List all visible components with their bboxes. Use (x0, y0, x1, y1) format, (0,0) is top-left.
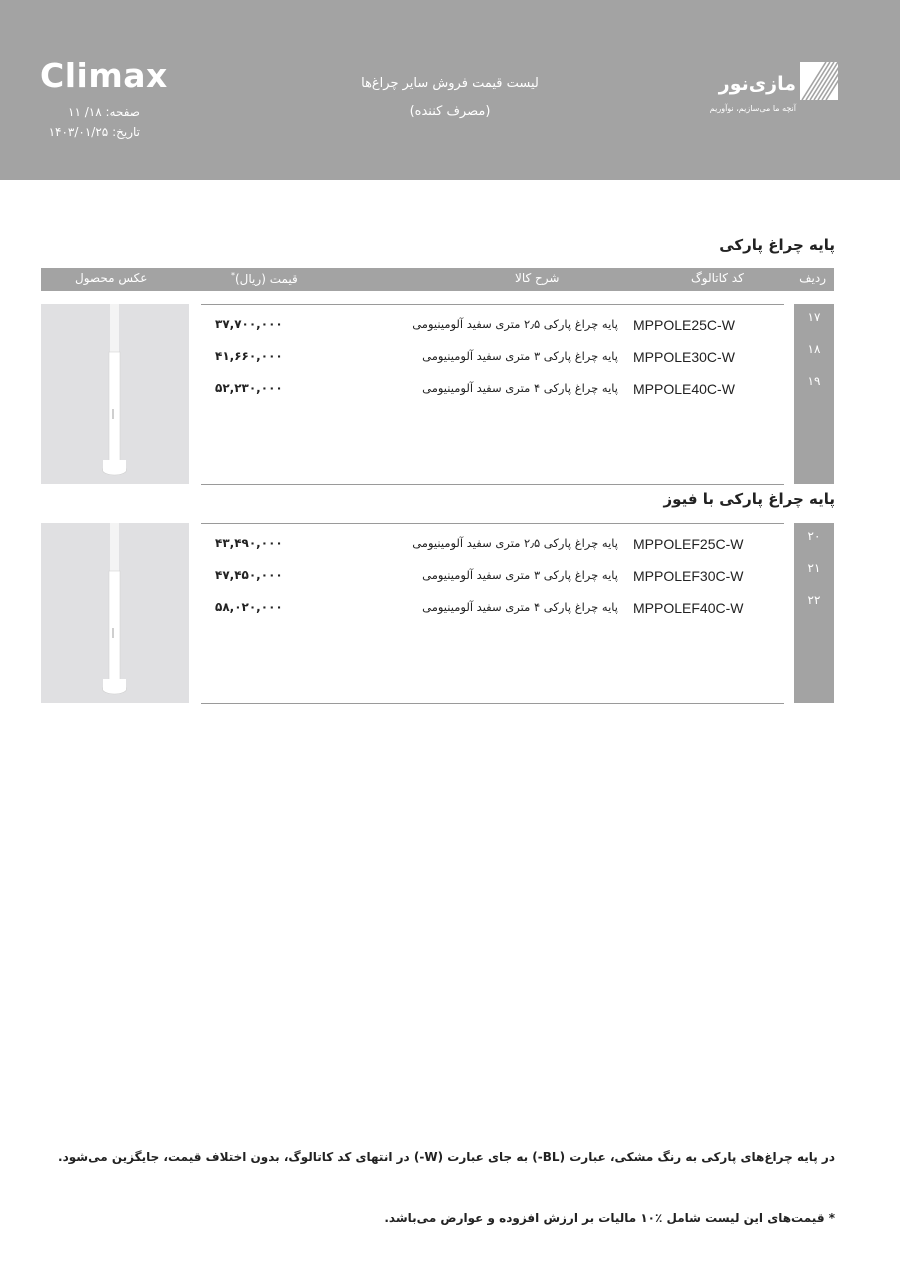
page-value: ۱۸/ ۱۱ (68, 105, 102, 119)
logo-wordmark: مازی‌نور (718, 73, 796, 95)
item-price: ۴۳,۴۹۰,۰۰۰ (215, 536, 283, 550)
col-photo: عکس محصول (75, 271, 148, 285)
items-table (201, 304, 784, 485)
table-row (201, 568, 784, 588)
pole-image-icon (41, 304, 189, 484)
table-column-header (41, 268, 834, 291)
col-desc: شرح کالا (515, 271, 560, 285)
product-photo (41, 523, 189, 703)
company-logo (698, 62, 838, 122)
section-title-park-pole-fuse: پایه چراغ پارکی با فیوز (663, 490, 835, 508)
items-table (201, 523, 784, 704)
page-label: صفحه: (105, 105, 140, 119)
table-row (201, 536, 784, 556)
col-code: کد کاتالوگ (691, 271, 744, 285)
col-price-label: قیمت (ریال) (235, 272, 298, 286)
title-text: لیست قیمت فروش سایر چراغ‌ها (361, 76, 539, 91)
logo-stripes-icon (800, 62, 838, 100)
item-description: پایه چراغ پارکی ۲٫۵ متری سفید آلومینیومی (412, 317, 618, 331)
item-price: ۵۸,۰۲۰,۰۰۰ (215, 600, 283, 614)
item-description: پایه چراغ پارکی ۲٫۵ متری سفید آلومینیومی (412, 536, 618, 550)
catalog-code: MPPOLEF25C-W (633, 536, 744, 552)
row-number: ۲۰ (807, 529, 821, 543)
item-description: پایه چراغ پارکی ۴ متری سفید آلومینیومی (422, 600, 618, 614)
catalog-code: MPPOLEF40C-W (633, 600, 744, 616)
row-number: ۲۱ (807, 561, 821, 575)
section-title-park-pole: پایه چراغ پارکی (719, 236, 835, 254)
item-price: ۳۷,۷۰۰,۰۰۰ (215, 317, 283, 331)
item-description: پایه چراغ پارکی ۴ متری سفید آلومینیومی (422, 381, 618, 395)
color-note: در پایه چراغ‌های پارکی به رنگ مشکی، عبارت (BL-) به جای عبارت (W-) در انتهای کد کاتالوگ، بدون اختلاف قیمت، جایگزین می‌شود. (58, 1150, 835, 1164)
date-label: تاریخ: (112, 125, 140, 139)
row-number: ۱۸ (807, 342, 821, 356)
catalog-code: MPPOLE40C-W (633, 381, 735, 397)
page-number (40, 102, 140, 122)
date-value: ۱۴۰۳/۰۱/۲۵ (48, 125, 109, 139)
item-price: ۵۲,۲۳۰,۰۰۰ (215, 381, 283, 395)
product-photo (41, 304, 189, 484)
item-description: پایه چراغ پارکی ۳ متری سفید آلومینیومی (422, 568, 618, 582)
item-price: ۴۷,۴۵۰,۰۰۰ (215, 568, 283, 582)
catalog-code: MPPOLE30C-W (633, 349, 735, 365)
item-description: پایه چراغ پارکی ۳ متری سفید آلومینیومی (422, 349, 618, 363)
row-number: ۱۷ (807, 310, 821, 324)
table-row (201, 317, 784, 337)
pole-image-icon (41, 523, 189, 703)
row-number: ۱۹ (807, 374, 821, 388)
col-row: ردیف (799, 271, 826, 285)
brand-name: Climax (40, 56, 168, 95)
tax-note: * قیمت‌های این لیست شامل ٪۱۰ مالیات بر ارزش افزوده و عوارض می‌باشد. (384, 1211, 835, 1225)
logo-tagline: آنچه ما می‌سازیم، نوآوریم (709, 104, 796, 113)
row-number-column (794, 304, 834, 484)
catalog-code: MPPOLE25C-W (633, 317, 735, 333)
table-row (201, 349, 784, 369)
document-title (300, 70, 600, 126)
col-price-mark: * (231, 271, 235, 280)
row-number-column (794, 523, 834, 703)
row-number: ۲۲ (807, 593, 821, 607)
page-header (0, 0, 900, 180)
page-date (40, 122, 140, 142)
page-meta (40, 102, 140, 142)
table-row (201, 381, 784, 401)
catalog-code: MPPOLEF30C-W (633, 568, 744, 584)
col-price (231, 271, 298, 286)
table-row (201, 600, 784, 620)
subtitle-text: (مصرف کننده) (409, 104, 491, 119)
item-price: ۴۱,۶۶۰,۰۰۰ (215, 349, 283, 363)
